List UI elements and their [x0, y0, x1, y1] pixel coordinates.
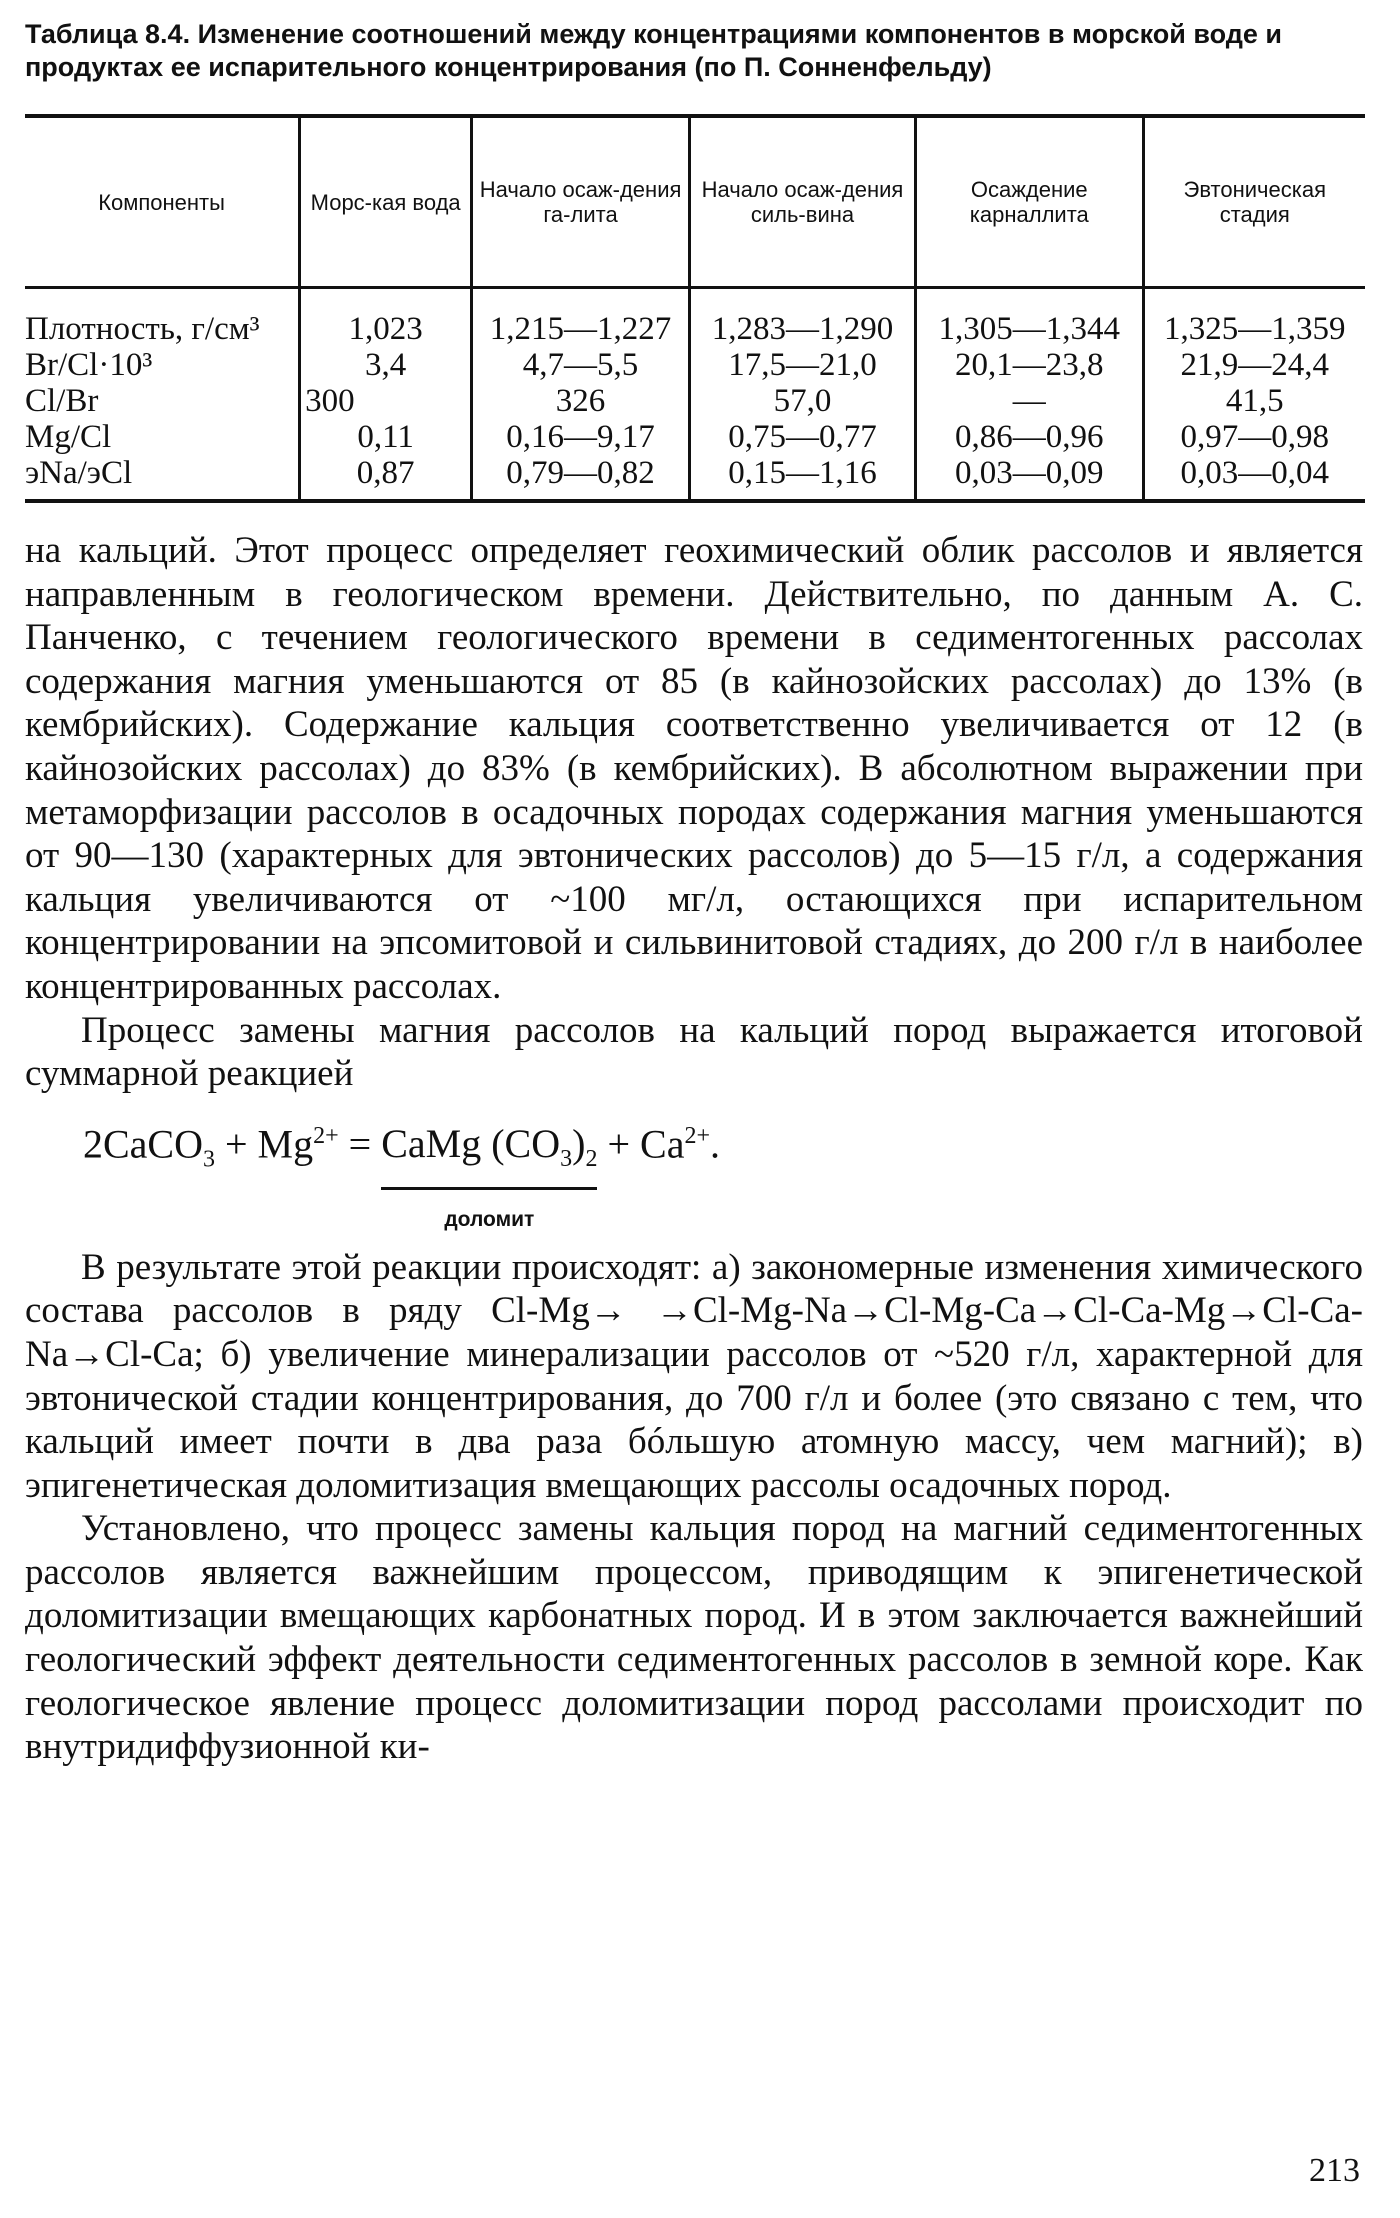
table-cell: 0,86—0,96 [916, 419, 1143, 455]
paragraph-metamorphism: на кальций. Этот процесс определяет геохимический облик рассолов и является направленным в геологическом времени. Действительно, по данным А. С. Панченко, с течением геологического времени в седиментогенных рассолах содержания магния уменьшаются от 85 (в кайнозойских рассолах) до 13% (в кембрийских). Содержание кальция соответственно увеличивается от 12 (в кайнозойских рассолах) до 83% (в кембрийских). В абсолютном выражении при метаморфизации рассолов в осадочных породах содержания магния уменьшаются от 90—130 (характерных для эвтонических рассолов) до 5—15 г/л, а содержания кальция увеличиваются от ~100 мг/л, остающихся при испарительном концентрировании на эпсомитовой и сильвинитовой стадиях, до 200 г/л в наиболее концентрированных рассолах. [25, 530, 1363, 1007]
table-cell: 1,325—1,359 [1143, 288, 1365, 348]
table-cell: 21,9—24,4 [1143, 347, 1365, 383]
table-caption: Таблица 8.4. Изменение соотношений между концентрациями компонентов в морской воде и продуктах ее испарительного концентрирования (по П. Сонненфельду) [25, 19, 1283, 82]
table-cell: 0,97—0,98 [1143, 419, 1365, 455]
composition-table [25, 114, 1365, 503]
table-cell: 0,87 [300, 455, 472, 501]
header-carnallite: Осаждение карналлита [916, 116, 1143, 288]
table-cell: Плотность, г/см³ [25, 311, 260, 347]
equation-line: 2CaCO$_3$ + $Mg^{2+}$ = CaMg $(CO_3)_2$ доломит + $Ca^{2+}$. [83, 1112, 720, 1190]
table-cell: 0,16—9,17 [472, 419, 690, 455]
table-cell: 1,215—1,227 [472, 288, 690, 348]
table-cell: Mg/Cl [25, 419, 112, 455]
table-cell: 0,03—0,09 [916, 455, 1143, 501]
table-row [25, 419, 1365, 455]
table-cell: Br/Cl·10³ [25, 347, 153, 383]
table-cell: 0,03—0,04 [1143, 455, 1365, 501]
table-cell: — [916, 383, 1143, 419]
table-cell: 326 [472, 383, 690, 419]
header-sylvite-start: Начало осаж-дения силь-вина [689, 116, 915, 288]
table-row [25, 347, 1365, 383]
paragraph-results: В результате этой реакции происходят: а) закономерные изменения химического состава рассолов в ряду Cl-Mg→ →Cl-Mg-Na→Cl-Mg-Ca→Cl-Ca-Mg→Cl-Ca-Na→Cl-Ca; б) увеличение минерализации рассолов от ~520 г/л, характерной для эвтонической стадии концентрирования, до 700 г/л и более (это связано с тем, что кальций имеет почти в два раза бóльшую атомную массу, чем магний); в) эпигенетическая доломитизация вмещающих рассолы осадочных пород. [25, 1246, 1363, 1506]
table-cell: 1,283—1,290 [689, 288, 915, 348]
dolomite-label: доломит [444, 1208, 535, 1232]
table-cell: Cl/Br [25, 383, 99, 419]
table-row [25, 288, 1365, 348]
table-cell: 0,11 [300, 419, 472, 455]
table-row [25, 455, 1365, 501]
table-cell: 0,75—0,77 [689, 419, 915, 455]
book-page [25, 18, 1370, 1769]
table-cell: эNa/эCl [25, 455, 300, 501]
table-header-row [25, 116, 1365, 288]
header-eutonic-stage: Эвтоническая стадия [1143, 116, 1365, 288]
page-number: 213 [1309, 2152, 1360, 2189]
table-row [25, 383, 1365, 419]
table-cell: 1,305—1,344 [916, 288, 1143, 348]
paragraph-dolomitization: Установлено, что процесс замены кальция пород на магний седиментогенных рассолов является важнейшим процессом, приводящим к эпигенетической доломитизации вмещающих карбонатных пород. И в этом заключается важнейший геологический эффект деятельности седиментогенных рассолов в земной коре. Как геологическое явление процесс доломитизации пород рассолами происходит по внутридиффузионной ки- [25, 1508, 1363, 1768]
table-cell: 300 [300, 383, 472, 419]
table-cell: 4,7—5,5 [472, 347, 690, 383]
table-cell: 1,023 [300, 288, 472, 348]
table-cell: 17,5—21,0 [689, 347, 915, 383]
table-cell: 57,0 [689, 383, 915, 419]
table-cell: 20,1—23,8 [916, 347, 1143, 383]
dolomite-formula: CaMg $(CO_3)_2$ доломит [381, 1120, 597, 1190]
paragraph-reaction-intro: Процесс замены магния рассолов на кальций пород выражается итоговой суммарной реакцией [25, 1009, 1363, 1095]
table-cell: 41,5 [1143, 383, 1365, 419]
table-cell: 0,79—0,82 [472, 455, 690, 501]
header-components: Компоненты [25, 116, 300, 288]
header-sea-water: Морс-кая вода [300, 116, 472, 288]
table-cell: 0,15—1,16 [689, 455, 915, 501]
header-halite-start: Начало осаж-дения га-лита [472, 116, 690, 288]
table-cell: 3,4 [300, 347, 472, 383]
reaction-equation [25, 1106, 1370, 1232]
